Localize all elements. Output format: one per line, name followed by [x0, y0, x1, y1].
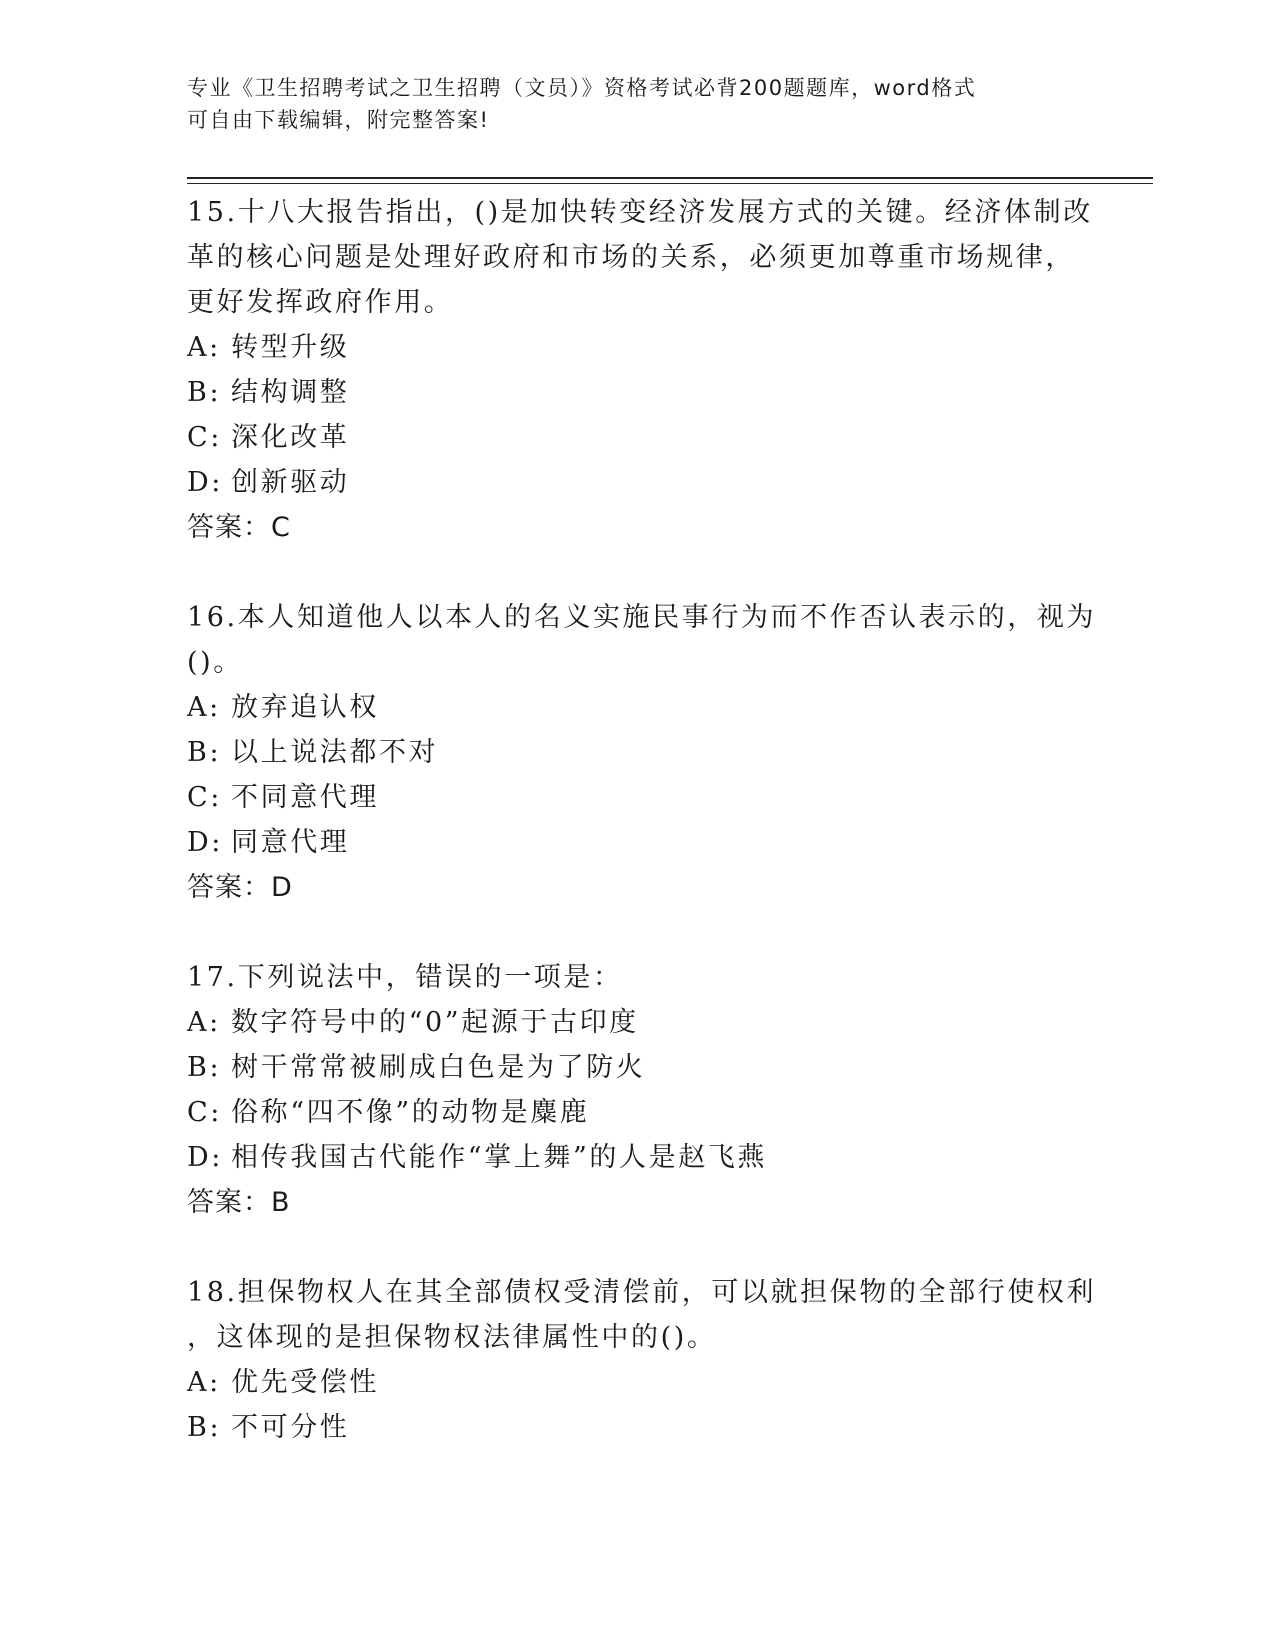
question-stem	[187, 1270, 1097, 1360]
option-text: 树干常常被刷成白色是为了防火	[231, 1052, 646, 1083]
question-stem-line: 17.下列说法中，错误的一项是：	[187, 962, 623, 993]
option-key: A:	[187, 1367, 221, 1398]
option-text: 转型升级	[231, 332, 350, 363]
question-spacer	[187, 910, 1087, 955]
question-stem-line: ()。	[187, 647, 243, 678]
question-16	[187, 595, 1097, 910]
option-a	[187, 1000, 1087, 1045]
option-text: 不可分性	[231, 1412, 350, 1443]
header-title-line-2: 可自由下载编辑，附完整答案!	[187, 108, 490, 132]
option-text: 同意代理	[231, 827, 350, 858]
option-text: 以上说法都不对	[231, 737, 439, 768]
question-stem-line: 革的核心问题是处理好政府和市场的关系，必须更加尊重市场规律，	[187, 242, 1075, 273]
option-key: A:	[187, 332, 221, 363]
header-divider-thin	[187, 183, 1153, 184]
option-a	[187, 325, 1087, 370]
header-divider-thick	[187, 177, 1153, 179]
question-18	[187, 1270, 1097, 1450]
option-key: D:	[187, 827, 223, 858]
header-title-line-1: 专业《卫生招聘考试之卫生招聘（文员）》资格考试必背200题题库，word格式	[187, 76, 977, 100]
option-text: 数字符号中的“0”起源于古印度	[231, 1007, 639, 1038]
question-stem	[187, 955, 1087, 1000]
option-text: 优先受偿性	[231, 1367, 379, 1398]
question-stem	[187, 595, 1097, 685]
option-key: C:	[187, 422, 222, 453]
option-key: B:	[187, 737, 222, 768]
option-b	[187, 1405, 1087, 1450]
document-header	[187, 72, 1067, 136]
question-stem-line: 18.担保物权人在其全部债权受清偿前，可以就担保物的全部行使权利	[187, 1277, 1097, 1308]
option-key: A:	[187, 1007, 221, 1038]
option-b	[187, 730, 1087, 775]
question-spacer	[187, 550, 1087, 595]
question-stem	[187, 190, 1093, 325]
option-text: 相传我国古代能作“掌上舞”的人是赵飞燕	[231, 1142, 768, 1173]
answer-label: 答案：D	[187, 872, 293, 903]
option-b	[187, 1045, 1087, 1090]
option-key: B:	[187, 1052, 222, 1083]
option-text: 创新驱动	[231, 467, 350, 498]
option-b	[187, 370, 1087, 415]
option-d	[187, 1135, 1087, 1180]
option-key: D:	[187, 467, 223, 498]
option-text: 俗称“四不像”的动物是麋鹿	[231, 1097, 590, 1128]
option-key: C:	[187, 1097, 222, 1128]
option-c	[187, 775, 1087, 820]
question-17	[187, 955, 1087, 1225]
option-text: 结构调整	[231, 377, 350, 408]
option-a	[187, 685, 1087, 730]
answer-label: 答案：C	[187, 512, 291, 543]
option-d	[187, 820, 1087, 865]
option-key: B:	[187, 1412, 222, 1443]
option-key: B:	[187, 377, 222, 408]
option-d	[187, 460, 1087, 505]
option-c	[187, 415, 1087, 460]
option-key: C:	[187, 782, 222, 813]
option-text: 放弃追认权	[231, 692, 379, 723]
question-15	[187, 190, 1093, 550]
question-stem-line: ，这体现的是担保物权法律属性中的()。	[187, 1322, 717, 1353]
question-list	[187, 190, 1097, 1450]
option-key: D:	[187, 1142, 223, 1173]
question-stem-line: 16.本人知道他人以本人的名义实施民事行为而不作否认表示的，视为	[187, 602, 1097, 633]
question-spacer	[187, 1225, 1087, 1270]
question-stem-line: 更好发挥政府作用。	[187, 287, 454, 318]
option-key: A:	[187, 692, 221, 723]
option-text: 深化改革	[231, 422, 350, 453]
answer-label: 答案：B	[187, 1187, 291, 1218]
option-text: 不同意代理	[231, 782, 379, 813]
option-a	[187, 1360, 1087, 1405]
option-c	[187, 1090, 1087, 1135]
question-stem-line: 15.十八大报告指出，()是加快转变经济发展方式的关键。经济体制改	[187, 197, 1093, 228]
